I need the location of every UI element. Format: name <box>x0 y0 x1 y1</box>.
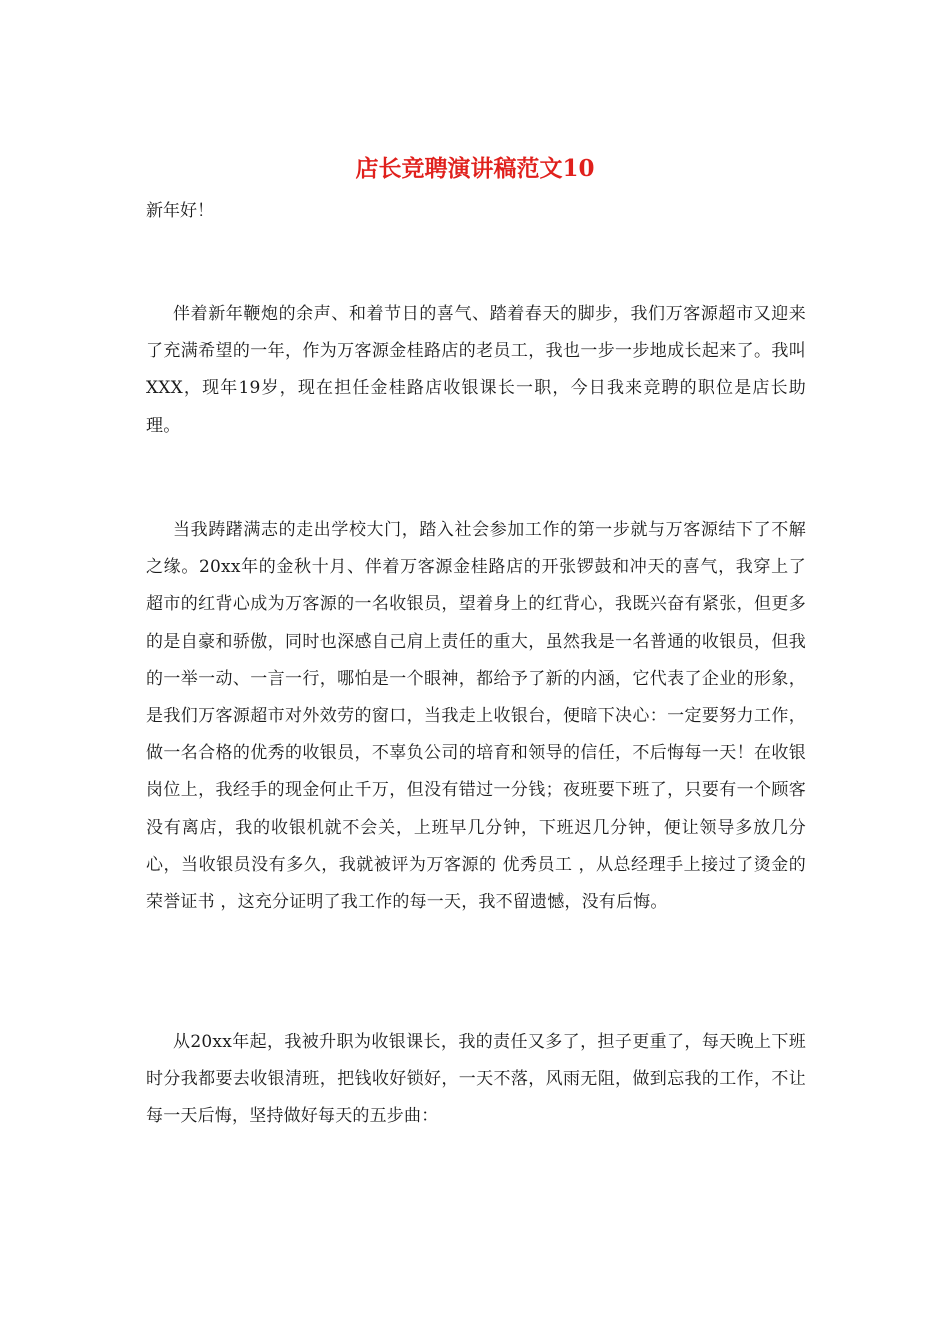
document-title: 店长竞聘演讲稿范文10 <box>355 155 595 182</box>
greeting-text: 新年好！ <box>146 201 214 221</box>
paragraph-2: 当我踌躇满志的走出学校大门，踏入社会参加工作的第一步就与万客源结下了不解之缘。20xx年的金秋十月、伴着万客源金桂路店的开张锣鼓和冲天的喜气，我穿上了超市的红背心成为万客源的一名收银员，望着身上的红背心，我既兴奋有紧张，但更多的是自豪和骄傲，同时也深感自己肩上责任的重大，虽然我是一名普通的收银员，但我的一举一动、一言一行，哪怕是一个眼神，都给予了新的内涵，它代表了企业的形象，是我们万客源超市对外效劳的窗口，当我走上收银台，便暗下决心：一定要努力工作，做一名合格的优秀的收银员，不辜负公司的培育和领导的信任，不后悔每一天！在收银岗位上，我经手的现金何止千万，但没有错过一分钱；夜班要下班了，只要有一个顾客没有离店，我的收银机就不会关，上班早几分钟，下班迟几分钟，便让领导多放几分心，当收银员没有多久，我就被评为万客源的 优秀员工 ，从总经理手上接过了烫金的 荣誉证书 ，这充分证明了我工作的每一天，我不留遗憾，没有后悔。 <box>146 520 806 913</box>
paragraph-1: 伴着新年鞭炮的余声、和着节日的喜气、踏着春天的脚步，我们万客源超市又迎来了充满希望的一年，作为万客源金桂路店的老员工，我也一步一步地成长起来了。我叫XXX，现年19岁，现在担任金桂路店收银课长一职，今日我来竞聘的职位是店长助理。 <box>146 304 806 436</box>
paragraph-3: 从20xx年起，我被升职为收银课长，我的责任又多了，担子更重了，每天晚上下班时分我都要去收银清班，把钱收好锁好，一天不落，风雨无阻，做到忘我的工作，不让每一天后悔，坚持做好每天的五步曲： <box>146 1032 806 1127</box>
